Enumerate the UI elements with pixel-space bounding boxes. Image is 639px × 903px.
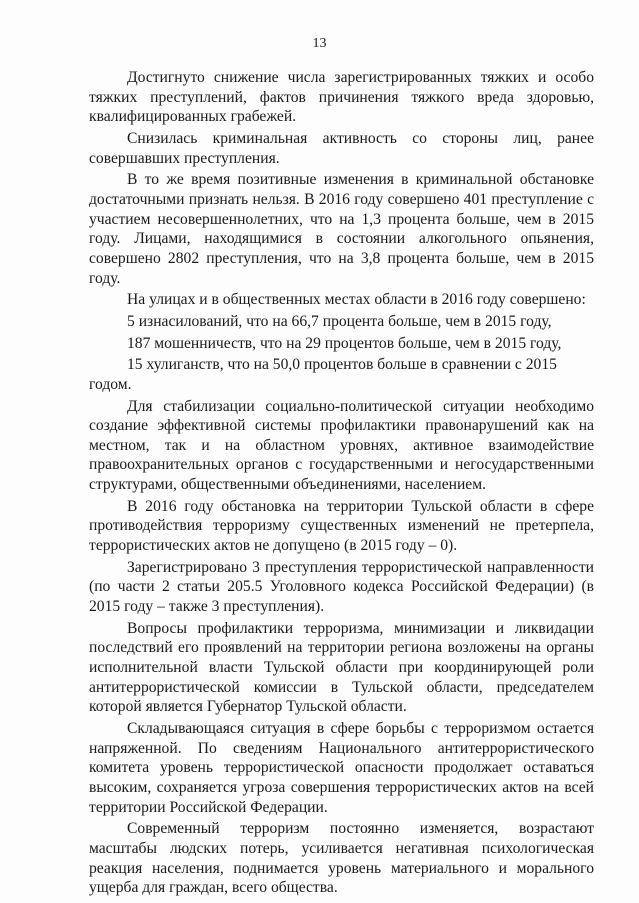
paragraph-stabilization: Для стабилизации социально-политической ситуации необходимо создание эффективной системы профилактики правонарушений как на местном, так и на областном уровнях, активное взаимодействие правоохранительных органов с государственными и негосударственными структурами, общественными объединениями, населением. <box>89 397 594 494</box>
paragraph-terror-prevention: Вопросы профилактики терроризма, минимизации и ликвидации последствий его проявлений на территории региона возложены на органы исполнительной власти Тульской области при координирующей роли антитеррористической комиссии в Тульской области, председателем которой является Губернатор Тульской области. <box>89 619 594 716</box>
paragraph-modern-terrorism: Современный терроризм постоянно изменяется, возрастают масштабы людских потерь, усиливается негативная психологическая реакция населения, поднимается уровень материального и морального ущерба для граждан, всего общества. <box>89 820 594 897</box>
list-item-frauds: 187 мошенничеств, что на 29 процентов больше, чем в 2015 году, <box>127 334 562 352</box>
paragraph-streets-intro: На улицах и в общественных местах области в 2016 году совершено: <box>127 291 586 309</box>
paragraph-crime-reduction: Достигнуто снижение числа зарегистрированных тяжких и особо тяжких преступлений, фактов причинения тяжкого вреда здоровью, квалифицированных грабежей. <box>89 69 594 126</box>
paragraph-counter-terrorism: В 2016 году обстановка на территории Тульской области в сфере противодействия терроризму существенных изменений не претерпела, террористических актов не допущено (в 2015 году – 0). <box>89 497 594 555</box>
paragraph-terror-crimes: Зарегистрировано 3 преступления террористической направленности (по части 2 статьи 205.5 Уголовного кодекса Российской Федерации) (в 2015 году – также 3 преступления). <box>89 558 594 616</box>
body-text <box>89 68 594 900</box>
list-item-rapes: 5 изнасилований, что на 66,7 процента больше, чем в 2015 году, <box>127 312 552 330</box>
paragraph-tense-situation: Складывающаяся ситуация в сфере борьбы с терроризмом остается напряженной. По сведениям Национального антитеррористического комитета уровень террористической опасности продолжает оставаться высоким, сохраняется угроза совершения террористических актов на всей территории Российской Федерации. <box>89 720 594 816</box>
paragraph-minors-alcohol: В то же время позитивные изменения в криминальной обстановке достаточными признать нельзя. В 2016 году совершено 401 преступление с участием несовершеннолетних, что на 1,3 процента больше, чем в 2015 году. Лицами, находящимися в состоянии алкогольного опьянения, совершено 2802 преступления, что на 3,8 процента больше, чем в 2015 году. <box>89 171 594 287</box>
list-item-hooliganism: 15 хулиганств, что на 50,0 процентов больше в сравнении с 2015 годом. <box>89 356 557 393</box>
paragraph-criminal-activity: Снизилась криминальная активность со стороны лиц, ранее совершавших преступления. <box>89 129 594 167</box>
page-number: 13 <box>312 36 327 51</box>
